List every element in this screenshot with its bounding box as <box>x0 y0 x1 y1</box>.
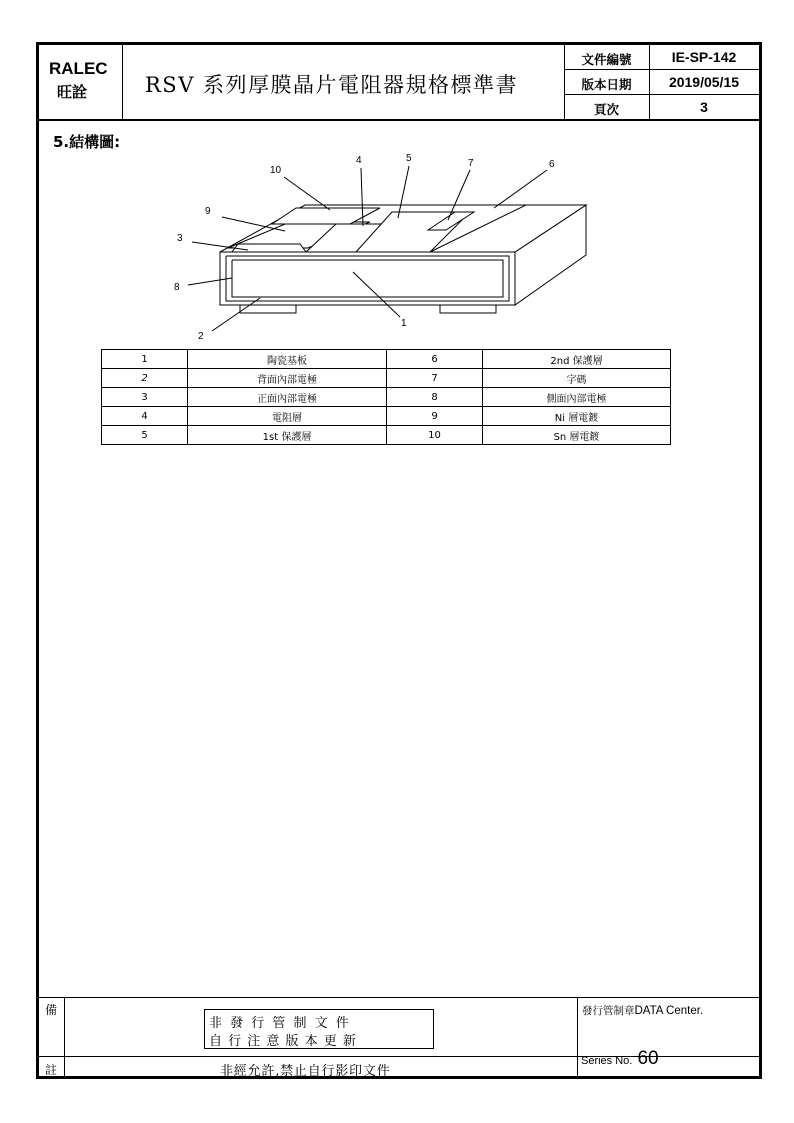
callout-2: 2 <box>198 331 204 342</box>
part-name: 1st 保護層 <box>188 426 387 445</box>
callout-8: 8 <box>174 282 180 293</box>
part-name: 2nd 保護層 <box>483 350 671 369</box>
part-name: 陶瓷基板 <box>188 350 387 369</box>
table-row <box>102 388 671 407</box>
issue-stamp-value: DATA Center. <box>634 1005 704 1017</box>
callout-7: 7 <box>468 158 474 169</box>
part-name: Ni 層電鍍 <box>483 407 671 426</box>
part-number: 8 <box>387 388 483 407</box>
callout-3: 3 <box>177 233 183 244</box>
part-number: 2 <box>102 369 188 388</box>
part-number: 4 <box>102 407 188 426</box>
control-stamp-line2: 自 行 注 意 版 本 更 新 <box>209 1034 357 1049</box>
company-name-zh: 旺詮 <box>57 83 88 101</box>
copy-notice: 非經允許,禁止自行影印文件 <box>220 1064 391 1079</box>
part-name: 正面內部電極 <box>188 388 387 407</box>
part-number: 6 <box>387 350 483 369</box>
leader-line-6 <box>494 170 547 208</box>
meta-value-page: 3 <box>700 99 708 115</box>
meta-label-doc-number: 文件編號 <box>581 52 632 67</box>
callout-6: 6 <box>549 159 555 170</box>
company-name-en: RALEC <box>49 59 108 78</box>
callout-10: 10 <box>270 165 282 176</box>
header-bottom-line <box>39 119 759 121</box>
part-number: 5 <box>102 426 188 445</box>
meta-label-version-date: 版本日期 <box>581 77 632 92</box>
remark-label-top: 備 <box>45 1003 58 1017</box>
callout-9: 9 <box>205 206 211 217</box>
meta-label-page: 頁次 <box>593 102 619 117</box>
meta-row-line-2 <box>564 94 759 95</box>
part-name: Sn 層電鍍 <box>483 426 671 445</box>
document-title: RSV 系列厚膜晶片電阻器規格標準書 <box>145 73 519 97</box>
series-label: Series No. <box>581 1055 633 1067</box>
part-name: 背面內部電極 <box>188 369 387 388</box>
part-number: 7 <box>387 369 483 388</box>
part-name: 電阻層 <box>188 407 387 426</box>
callout-1: 1 <box>401 318 407 329</box>
part-number: 9 <box>387 407 483 426</box>
remark-label-bottom: 註 <box>45 1063 58 1077</box>
chip-structure-diagram <box>160 150 600 345</box>
parts-table <box>101 349 671 445</box>
footer-divider-left <box>64 997 65 1077</box>
series-number <box>581 1048 659 1070</box>
front-inner-electrode <box>232 244 306 252</box>
meta-row-line-1 <box>564 69 759 70</box>
table-row <box>102 407 671 426</box>
part-name: 側面內部電極 <box>483 388 671 407</box>
issue-stamp-label <box>582 1003 703 1018</box>
back-electrode-right <box>440 305 496 313</box>
control-stamp-line1: 非 發 行 管 制 文 件 <box>209 1016 351 1031</box>
table-row <box>102 369 671 388</box>
footer-divider-right <box>577 997 578 1077</box>
table-row <box>102 426 671 445</box>
series-value: 60 <box>637 1048 659 1069</box>
meta-value-doc-number: IE-SP-142 <box>671 49 737 65</box>
control-stamp-box <box>204 1009 434 1049</box>
callout-5: 5 <box>406 153 412 164</box>
table-row <box>102 350 671 369</box>
part-number: 1 <box>102 350 188 369</box>
part-name: 字碼 <box>483 369 671 388</box>
part-number: 10 <box>387 426 483 445</box>
part-number: 3 <box>102 388 188 407</box>
footer-top-line <box>39 997 759 998</box>
issue-stamp-label-zh: 發行管制章 <box>582 1005 635 1017</box>
meta-value-version-date: 2019/05/15 <box>668 74 740 90</box>
header-divider-logo <box>122 45 123 119</box>
section-title: 5.結構圖: <box>53 133 121 151</box>
callout-4: 4 <box>356 155 362 166</box>
